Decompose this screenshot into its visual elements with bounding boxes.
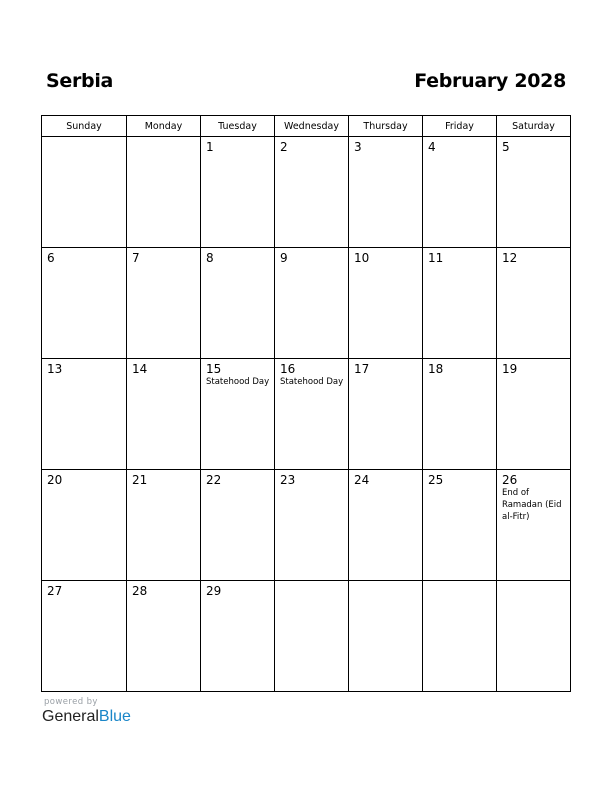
weekday-sunday: Sunday [42,116,127,137]
day-cell [201,581,275,692]
day-cell [497,470,571,581]
day-cell [201,137,275,248]
day-number: 23 [280,473,296,487]
day-number: 11 [428,251,444,265]
day-number: 28 [132,584,148,598]
day-number: 29 [206,584,222,598]
day-cell [275,470,349,581]
day-number: 4 [428,140,436,154]
weekday-tuesday: Tuesday [201,116,275,137]
week-row [42,470,571,581]
day-number: 25 [428,473,444,487]
day-number: 17 [354,362,370,376]
weekday-thursday: Thursday [349,116,423,137]
day-number: 1 [206,140,214,154]
day-number: 22 [206,473,222,487]
day-cell [42,470,127,581]
powered-by-text: powered by [44,697,98,707]
week-row [42,137,571,248]
day-cell [275,581,349,692]
day-number: 27 [47,584,63,598]
calendar-grid [41,115,571,692]
brand-general: General [42,708,99,725]
day-number: 13 [47,362,63,376]
day-cell [42,137,127,248]
day-number: 26 [502,473,518,487]
day-cell [42,248,127,359]
day-cell [497,137,571,248]
day-cell [127,470,201,581]
generalblue-logo[interactable] [42,708,131,726]
day-number: 19 [502,362,518,376]
weekday-saturday: Saturday [497,116,571,137]
day-number: 14 [132,362,148,376]
day-cell [127,248,201,359]
day-cell [349,470,423,581]
day-cell [349,248,423,359]
day-cell [423,581,497,692]
day-cell [497,359,571,470]
day-cell [127,359,201,470]
day-cell [201,359,275,470]
day-number: 12 [502,251,518,265]
day-number: 7 [132,251,140,265]
day-cell [127,581,201,692]
day-number: 6 [47,251,55,265]
day-cell [423,359,497,470]
day-number: 18 [428,362,444,376]
day-cell [349,581,423,692]
day-cell [497,581,571,692]
day-cell [349,137,423,248]
day-cell [201,248,275,359]
day-cell [275,248,349,359]
week-row [42,581,571,692]
month-title: February 2028 [414,70,566,92]
weekday-friday: Friday [423,116,497,137]
holiday-label: Statehood Day [206,377,270,387]
weekday-wednesday: Wednesday [275,116,349,137]
day-number: 16 [280,362,296,376]
day-cell [127,137,201,248]
day-cell [423,248,497,359]
day-cell [349,359,423,470]
country-title: Serbia [46,70,114,92]
holiday-label: Statehood Day [280,377,344,387]
day-cell [42,359,127,470]
day-number: 10 [354,251,370,265]
day-number: 8 [206,251,214,265]
day-number: 5 [502,140,510,154]
day-cell [423,470,497,581]
day-number: 21 [132,473,148,487]
brand-blue: Blue [98,708,131,725]
day-number: 2 [280,140,288,154]
day-cell [275,137,349,248]
day-number: 20 [47,473,63,487]
day-cell [423,137,497,248]
weekday-monday: Monday [127,116,201,137]
week-row [42,359,571,470]
day-number: 15 [206,362,222,376]
weekday-header-row [42,116,571,137]
week-row [42,248,571,359]
day-cell [42,581,127,692]
day-number: 9 [280,251,288,265]
day-cell [201,470,275,581]
day-cell [497,248,571,359]
holiday-label: End of Ramadan (Eid al-Fitr) [502,488,562,522]
day-cell [275,359,349,470]
day-number: 3 [354,140,362,154]
day-number: 24 [354,473,370,487]
